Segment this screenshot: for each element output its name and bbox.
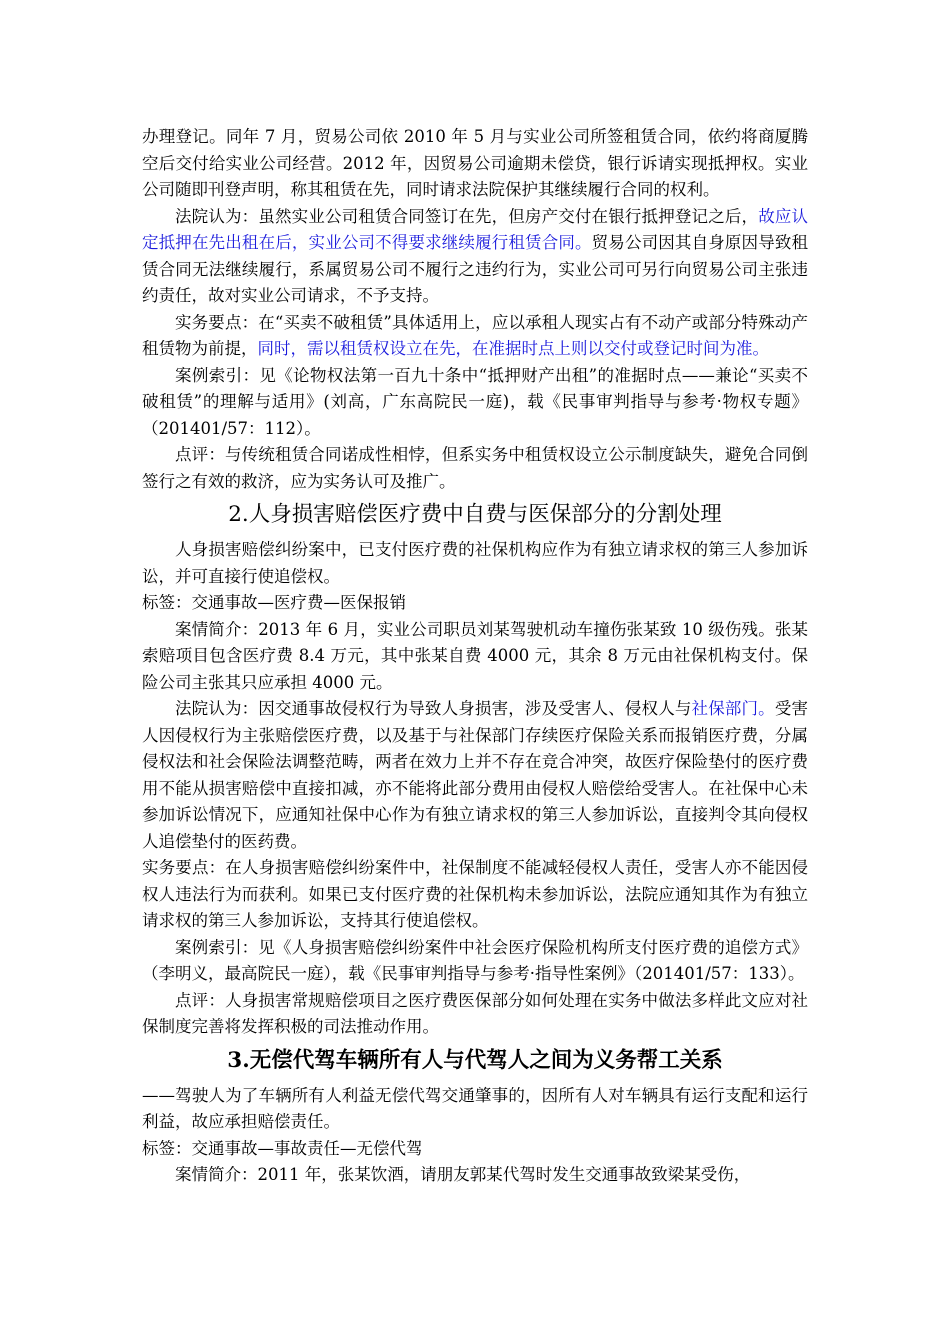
paragraph-case-brief: 案情简介：2013 年 6 月，实业公司职员刘某驾驶机动车撞伤张某致 10 级伤残。张某索赔项目包含医疗费 8.4 万元，其中张某自费 4000 元，其余 8 万元由社保机构支付。保险公司主张其只应承担 4000 元。: [142, 619, 808, 692]
paragraph-comment: 点评：人身损害常规赔偿项目之医疗费医保部分如何处理在实务中做法多样此文应对社保制度完善将发挥积极的司法推动作用。: [142, 990, 808, 1036]
section-heading: 2.人身损害赔偿医疗费中自费与医保部分的分割处理: [228, 502, 722, 527]
paragraph-tags: 标签：交通事故—事故责任—无偿代驾: [142, 1138, 423, 1158]
text-run: 受害人因侵权行为主张赔偿医疗费，以及基于与社保部门存续医疗保险关系而报销医疗费，分属侵权法和社会保险法调整范畴，两者在效力上并不存在竞合冲突，故医疗保险垫付的医疗费用不能从损害赔偿中直接扣减，亦不能将此部分费用由侵权人赔偿给受害人。在社保中心未参加诉讼情况下，应通知社保中心作为有独立请求权的第三人参加诉讼，直接判令其向侵权人追偿垫付的医药费。: [142, 699, 809, 851]
paragraph-case-brief: 案情简介：2011 年，张某饮酒，请朋友郭某代驾时发生交通事故致梁某受伤，: [175, 1165, 751, 1184]
paragraph-comment: 点评：与传统租赁合同诺成性相悖，但系实务中租赁权设立公示制度缺失，避免合同倒签行之有效的救济，应为实务认可及推广。: [142, 445, 808, 491]
paragraph-summary: ——驾驶人为了车辆所有人利益无偿代驾交通肇事的，因所有人对车辆具有运行支配和运行利益，故应承担赔偿责任。: [142, 1085, 808, 1131]
text-run: 法院认为：虽然实业公司租赁合同签订在先，但房产交付在银行抵押登记之后，: [175, 206, 759, 226]
text-run: 贸易公司因其自身原因导致租赁合同无法继续履行，系属贸易公司不履行之违约行为，实业公司可另行向贸易公司主张违约责任，故对实业公司请求，不予支持。: [142, 233, 809, 305]
highlighted-text: 社保部门。: [691, 699, 775, 718]
paragraph-case-index: 案例索引：见《论物权法第一百九十条中“抵押财产出租”的准据时点——兼论“买卖不破租赁”的理解与适用》(刘高，广东高院民一庭)，载《民事审判指导与参考·物权专题》（201401/57：112）。: [142, 365, 808, 438]
document-body: [142, 124, 808, 1189]
text-run: 法院认为：因交通事故侵权行为导致人身损害，涉及受害人、侵权人与: [175, 699, 692, 718]
paragraph: 办理登记。同年 7 月，贸易公司依 2010 年 5 月与实业公司所签租赁合同，依约将商厦腾空后交付给实业公司经营。2012 年，因贸易公司逾期未偿贷，银行诉请实现抵押权。实业公司随即刊登声明，称其租赁在先，同时请求法院保护其继续履行合同的权利。: [142, 127, 808, 199]
paragraph-court-opinion: [142, 204, 808, 310]
paragraph-court-opinion: [142, 696, 808, 855]
paragraph-summary: 人身损害赔偿纠纷案中，已支付医疗费的社保机构应作为有独立请求权的第三人参加诉讼，并可直接行使追偿权。: [142, 540, 808, 586]
paragraph-case-index: 案例索引：见《人身损害赔偿纠纷案件中社会医疗保险机构所支付医疗费的追偿方式》（李明义，最高院民一庭），载《民事审判指导与参考·指导性案例》（201401/57：133）。: [142, 937, 808, 983]
highlighted-text: 同时，需以租赁权设立在先，在准据时点上则以交付或登记时间为准。: [257, 339, 769, 358]
paragraph-practice-points: 实务要点：在人身损害赔偿纠纷案件中，社保制度不能减轻侵权人责任，受害人亦不能因侵权人违法行为而获利。如果已支付医疗费的社保机构未参加诉讼，法院应通知其作为有独立请求权的第三人参加诉讼，支持其行使追偿权。: [142, 858, 808, 930]
paragraph-tags: 标签：交通事故—医疗费—医保报销: [142, 593, 406, 612]
text-run: 实务要点：在“买卖不破租赁”具体适用上，应以承租人现实占有不动产或部分特殊动产租赁物为前提，: [142, 312, 808, 358]
highlighted-text: 故应认定抵押在先出租在后，实业公司不得要求继续履行租赁合同。: [142, 206, 809, 252]
paragraph-practice-points: [142, 310, 808, 363]
section-heading: 3.无偿代驾车辆所有人与代驾人之间为义务帮工关系: [227, 1047, 723, 1073]
